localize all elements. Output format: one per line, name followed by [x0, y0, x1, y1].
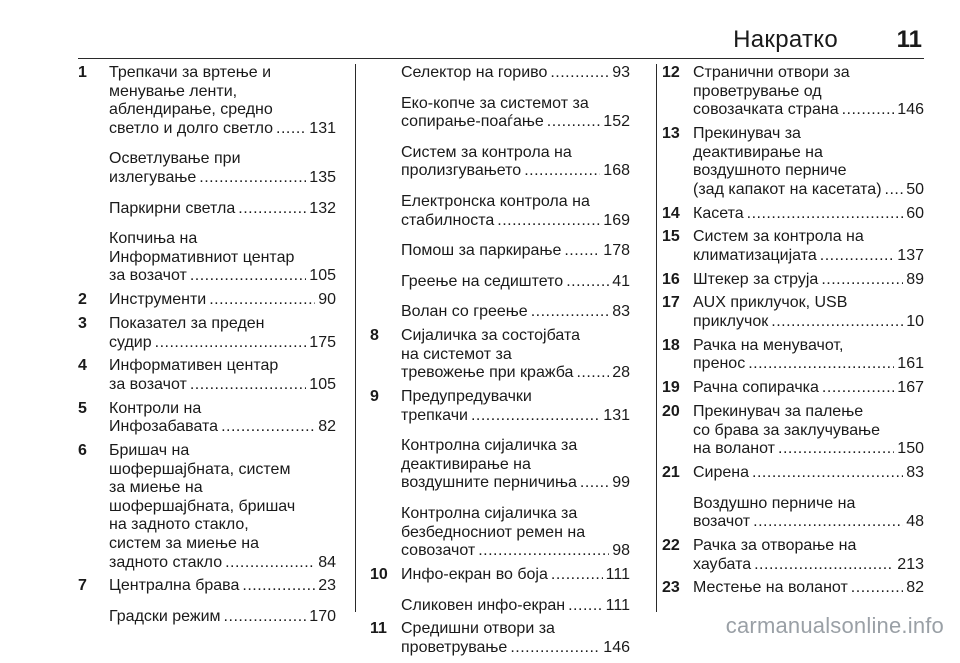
index-item [401, 505, 630, 561]
entry-number: 19 [662, 379, 680, 397]
item-last-line [693, 579, 924, 598]
item-last-line [693, 181, 924, 200]
index-entry [662, 464, 924, 532]
dot-leader [771, 313, 903, 332]
item-text-line: Контроли на [109, 399, 202, 417]
item-text-line: пролизгувањето [401, 162, 522, 180]
column-divider-2 [656, 64, 657, 612]
page-reference-link[interactable]: 135 [309, 168, 336, 186]
index-entry [662, 294, 924, 331]
item-text-line: на системот за [401, 345, 512, 363]
item-text-line: Рачна сопирачка [693, 379, 819, 397]
item-last-line [401, 64, 630, 83]
item-last-line [401, 407, 630, 426]
dot-leader [820, 247, 895, 266]
item-text-line: деактивирање на [401, 455, 531, 473]
header-rule [78, 58, 924, 59]
item-text-line: Информативниот центар [109, 248, 295, 266]
dot-leader [778, 440, 894, 459]
item-text-line: менување ленти, [109, 82, 238, 100]
item-text-line: тревожење при кражба [401, 364, 574, 382]
index-entry [662, 125, 924, 199]
dot-leader [209, 291, 315, 310]
index-entry [78, 442, 336, 572]
index-item [109, 400, 336, 437]
page-reference-link[interactable]: 131 [309, 119, 336, 137]
item-text-line: Греење на седиштето [401, 272, 564, 290]
item-text-line: Прекинувач за палење [693, 403, 864, 420]
entry-number: 1 [78, 64, 87, 81]
item-last-line [693, 513, 924, 532]
index-item [109, 577, 336, 596]
item-text-line: AUX приклучок, USB [693, 294, 848, 312]
page-reference-link[interactable]: 175 [309, 333, 336, 351]
item-last-line [401, 566, 630, 585]
item-text-line: Рачка за отворање на [693, 536, 857, 554]
entry-number: 8 [370, 327, 379, 345]
item-last-line [693, 205, 924, 224]
item-last-line [401, 242, 630, 261]
index-entry [78, 357, 336, 394]
dot-leader [753, 513, 903, 532]
item-text-line: шофершајбната, бришач [109, 497, 296, 515]
item-text-line: Волан со греење [401, 303, 528, 321]
index-item [401, 327, 630, 383]
index-item [401, 64, 630, 83]
item-text-line: Прекинувач за [693, 124, 801, 142]
page-reference-link[interactable]: 111 [605, 566, 630, 584]
index-item [109, 150, 336, 187]
column-divider-1 [355, 64, 356, 612]
page-reference-link[interactable]: 89 [906, 270, 924, 288]
item-last-line [109, 169, 336, 188]
item-text-line: судир [109, 333, 152, 351]
item-text-line: хаубата [693, 555, 752, 573]
page-reference-link[interactable]: 82 [906, 579, 924, 597]
page-number: 11 [896, 26, 922, 53]
item-text-line: Касета [693, 204, 744, 222]
item-text-line: пренос [693, 355, 746, 373]
item-text-line: деактивирање на [693, 143, 823, 161]
item-text-line: Инфо-екран во боја [401, 566, 548, 584]
dot-leader [238, 200, 306, 219]
index-item [401, 566, 630, 585]
dot-leader [242, 577, 315, 596]
item-last-line [693, 247, 924, 266]
page-reference-link[interactable]: 10 [906, 313, 924, 331]
entry-number: 3 [78, 314, 87, 332]
item-text-line: возачот [693, 513, 751, 531]
item-text-line: за возачот [109, 375, 187, 393]
index-item [109, 357, 336, 394]
entry-number: 10 [370, 566, 388, 584]
index-item [693, 125, 924, 199]
item-text-line: проветрување [401, 639, 508, 656]
dot-leader [547, 113, 601, 132]
dot-leader [580, 474, 609, 493]
page-reference-link[interactable]: 152 [603, 113, 630, 131]
index-entry [662, 403, 924, 459]
index-entry [370, 566, 630, 615]
index-item [693, 228, 924, 265]
item-text-line: климатизацијата [693, 246, 817, 264]
dot-leader [885, 181, 904, 200]
index-item [401, 303, 630, 322]
item-text-line: Инструменти [109, 291, 207, 309]
item-text-line: Контролна сијаличка за [401, 505, 578, 523]
page-header [0, 0, 960, 52]
item-text-line: Градски режим [109, 607, 221, 625]
entry-number: 4 [78, 357, 87, 375]
entry-number: 17 [662, 294, 680, 312]
item-text-line: задното стакло [109, 553, 223, 571]
item-last-line [109, 334, 336, 353]
dot-leader [576, 364, 609, 383]
index-entry [662, 64, 924, 120]
dot-leader [276, 120, 306, 139]
item-text-line: систем за миење на [109, 535, 260, 552]
entry-number: 14 [662, 204, 680, 222]
page-reference-link[interactable]: 170 [309, 607, 336, 625]
item-last-line [401, 212, 630, 231]
item-last-line [401, 113, 630, 132]
index-item [109, 291, 336, 310]
entry-number: 18 [662, 336, 680, 354]
item-last-line [693, 556, 924, 575]
page-reference-link[interactable]: 99 [612, 474, 630, 492]
index-item [109, 200, 336, 219]
index-item [401, 273, 630, 292]
dot-leader [478, 542, 609, 561]
item-last-line [693, 271, 924, 290]
entry-number: 9 [370, 388, 379, 406]
dot-leader [752, 464, 903, 483]
dot-leader [471, 407, 600, 426]
page-reference-link[interactable]: 28 [612, 364, 630, 382]
item-text-line: Паркирни светла [109, 199, 236, 217]
page-reference-link[interactable]: 146 [897, 101, 924, 119]
index-item [693, 294, 924, 331]
item-last-line [401, 273, 630, 292]
item-text-line: стабилноста [401, 211, 495, 229]
entry-number: 7 [78, 577, 87, 595]
item-text-line: Трепкачи за вртење и [109, 64, 272, 81]
page-reference-link[interactable]: 161 [897, 355, 924, 373]
page-reference-link[interactable]: 23 [318, 577, 336, 595]
item-last-line [401, 364, 630, 383]
page-reference-link[interactable]: 60 [906, 204, 924, 222]
dot-leader [564, 242, 600, 261]
index-entry [78, 64, 336, 286]
item-last-line [109, 200, 336, 219]
dot-leader [851, 579, 903, 598]
item-text-line: Осветлување при [109, 150, 241, 168]
item-last-line [693, 440, 924, 459]
item-text-line: Селектор на гориво [401, 64, 548, 81]
dot-leader [568, 597, 603, 616]
item-text-line: сопирање-поаѓање [401, 113, 544, 131]
index-item [401, 193, 630, 230]
dot-leader [822, 379, 894, 398]
page-reference-link[interactable]: 168 [603, 162, 630, 180]
item-last-line [693, 355, 924, 374]
item-last-line [401, 162, 630, 181]
index-item [693, 403, 924, 459]
dot-leader [754, 556, 894, 575]
index-entry [662, 379, 924, 398]
item-text-line: аблендирање, средно [109, 101, 273, 119]
index-entry [78, 315, 336, 352]
index-entry [662, 271, 924, 290]
item-last-line [109, 376, 336, 395]
page-reference-link[interactable]: 82 [318, 418, 336, 436]
item-text-line: со брава за заклучување [693, 421, 881, 439]
page-reference-link[interactable]: 105 [309, 267, 336, 285]
index-entry [370, 64, 630, 322]
page-reference-link[interactable]: 213 [897, 555, 924, 573]
page-reference-link[interactable]: 137 [897, 246, 924, 264]
item-text-line: Штекер за струја [693, 270, 819, 288]
index-item [693, 464, 924, 483]
item-last-line [401, 303, 630, 322]
item-text-line: воздушното перниче [693, 162, 847, 180]
index-item [693, 579, 924, 598]
item-text-line: за возачот [109, 267, 187, 285]
index-entry [370, 388, 630, 561]
dot-leader [551, 566, 603, 585]
page-reference-link[interactable]: 105 [309, 375, 336, 393]
entry-number: 6 [78, 442, 87, 460]
index-column-3 [662, 64, 924, 603]
item-text-line: на задното стакло, [109, 516, 249, 534]
entry-number: 13 [662, 124, 680, 142]
index-item [109, 442, 336, 572]
item-last-line [693, 313, 924, 332]
index-column-2 [370, 64, 630, 663]
entry-number: 5 [78, 399, 87, 417]
item-text-line: Копчиња на [109, 230, 198, 248]
dot-leader [155, 334, 307, 353]
item-text-line: Бришач на [109, 442, 190, 460]
index-item [401, 437, 630, 493]
page-reference-link[interactable]: 83 [906, 463, 924, 481]
entry-number: 16 [662, 270, 680, 288]
dot-leader [821, 271, 903, 290]
index-item [693, 337, 924, 374]
item-last-line [693, 101, 924, 120]
item-text-line: Помош за паркирање [401, 242, 562, 260]
item-text-line: Сијаличка за состојбата [401, 327, 580, 345]
page-reference-link[interactable]: 41 [612, 272, 630, 290]
item-last-line [109, 267, 336, 286]
item-text-line: Воздушно перниче на [693, 494, 856, 512]
entry-number: 20 [662, 403, 680, 420]
dot-leader [190, 376, 306, 395]
dot-leader [225, 554, 315, 573]
item-last-line [109, 418, 336, 437]
index-item [401, 597, 630, 616]
index-entry [662, 579, 924, 598]
page-reference-link[interactable]: 90 [318, 291, 336, 309]
item-text-line: Сликовен инфо-екран [401, 596, 566, 614]
item-text-line: шофершајбната, систем [109, 460, 291, 478]
page-reference-link[interactable]: 84 [318, 553, 336, 571]
page-reference-link[interactable]: 131 [603, 406, 630, 424]
item-text-line: совозачот [401, 542, 476, 560]
item-text-line: (зад капакот на касетата) [693, 180, 882, 198]
page-reference-link[interactable]: 150 [897, 440, 924, 458]
item-text-line: Показател за преден [109, 314, 265, 332]
index-item [693, 205, 924, 224]
entry-number: 21 [662, 463, 680, 481]
item-text-line: Странични отвори за [693, 64, 850, 81]
item-text-line: Сирена [693, 463, 750, 481]
watermark: carmanualsonline.info [725, 613, 944, 638]
item-text-line: за миење на [109, 479, 203, 497]
dot-leader [221, 418, 315, 437]
dot-leader [531, 303, 610, 322]
page-reference-link[interactable]: 111 [605, 596, 630, 614]
item-last-line [401, 597, 630, 616]
item-last-line [693, 464, 924, 483]
index-entry [78, 400, 336, 437]
index-entry [662, 205, 924, 224]
dot-leader [524, 162, 600, 181]
page-reference-link[interactable]: 146 [603, 639, 630, 656]
index-entry [662, 228, 924, 265]
index-entry [662, 537, 924, 574]
page-reference-link[interactable]: 178 [603, 242, 630, 260]
item-last-line [109, 120, 336, 139]
dot-leader [199, 169, 306, 188]
item-last-line [401, 474, 630, 493]
index-item [693, 64, 924, 120]
item-text-line: проветрување од [693, 82, 822, 100]
item-text-line: приклучок [693, 313, 769, 331]
index-item [401, 242, 630, 261]
page-reference-link[interactable]: 167 [897, 379, 924, 397]
dot-leader [190, 267, 306, 286]
dot-leader [748, 355, 894, 374]
entry-number: 23 [662, 579, 680, 597]
page-reference-link[interactable]: 93 [612, 64, 630, 81]
item-last-line [693, 379, 924, 398]
item-text-line: Еко-копче за системот за [401, 94, 589, 112]
index-item [401, 388, 630, 425]
item-last-line [109, 554, 336, 573]
item-text-line: Контролна сијаличка за [401, 437, 578, 455]
index-column-1 [78, 64, 336, 632]
dot-leader [566, 273, 609, 292]
entry-number: 15 [662, 228, 680, 246]
item-text-line: Рачка на менувачот, [693, 336, 844, 354]
entry-number: 11 [370, 620, 387, 638]
item-text-line: безбедносниот ремен на [401, 523, 586, 541]
page-reference-link[interactable]: 132 [309, 199, 336, 217]
index-item [401, 144, 630, 181]
index-item [693, 379, 924, 398]
index-item [401, 95, 630, 132]
item-text-line: Средишни отвори за [401, 620, 555, 638]
item-text-line: Инфозабавата [109, 418, 219, 436]
index-entry [662, 337, 924, 374]
dot-leader [747, 205, 904, 224]
section-title: Накратко [733, 26, 838, 53]
item-text-line: Предупредувачки [401, 388, 532, 406]
index-item [693, 271, 924, 290]
dot-leader [842, 101, 895, 120]
item-last-line [401, 542, 630, 561]
item-text-line: Електронска контрола на [401, 192, 590, 210]
entry-number: 12 [662, 64, 680, 81]
item-text-line: трепкачи [401, 406, 468, 424]
entry-number: 2 [78, 291, 87, 309]
item-text-line: Систем за контрола на [693, 228, 864, 246]
page-reference-link[interactable]: 169 [603, 211, 630, 229]
page-reference-link[interactable]: 48 [906, 513, 924, 531]
item-text-line: Систем за контрола на [401, 143, 572, 161]
entry-number: 22 [662, 536, 680, 554]
item-text-line: светло и долго светло [109, 119, 274, 137]
page-reference-link[interactable]: 98 [612, 542, 630, 560]
index-item [693, 537, 924, 574]
item-last-line [109, 577, 336, 596]
item-text-line: излегување [109, 168, 197, 186]
index-entry [370, 327, 630, 383]
page-reference-link[interactable]: 50 [906, 180, 924, 198]
item-text-line: на воланот [693, 440, 775, 458]
index-entry [78, 291, 336, 310]
index-item [109, 315, 336, 352]
dot-leader [497, 212, 600, 231]
item-text-line: Централна брава [109, 577, 240, 595]
index-item [109, 64, 336, 138]
dot-leader [550, 64, 609, 83]
index-item [693, 495, 924, 532]
item-text-line: Информативен центар [109, 357, 279, 375]
item-last-line [109, 291, 336, 310]
item-text-line: совозачката страна [693, 101, 839, 119]
item-text-line: воздушните перничиња [401, 474, 577, 492]
item-text-line: Местење на воланот [693, 579, 848, 597]
page-reference-link[interactable]: 83 [612, 303, 630, 321]
index-item [109, 230, 336, 286]
